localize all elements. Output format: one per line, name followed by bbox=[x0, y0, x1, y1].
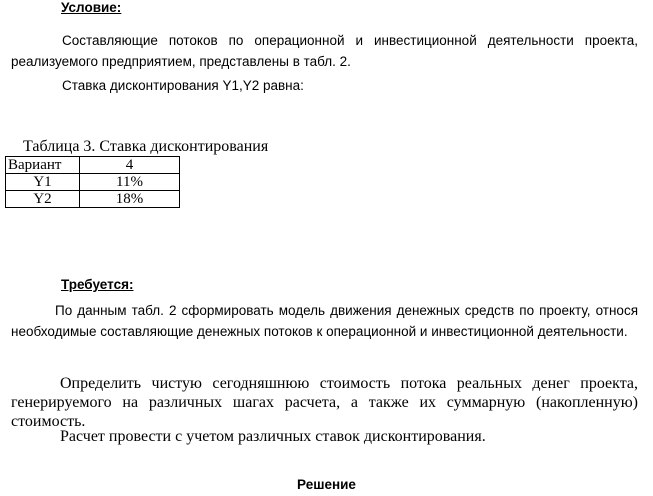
table-row bbox=[6, 191, 180, 208]
table-row bbox=[6, 174, 180, 191]
solution-heading: Решение bbox=[297, 477, 356, 492]
discount-rate-statement: Ставка дисконтирования Y1,Y2 равна: bbox=[62, 78, 304, 93]
required-paragraph-3: Расчет провести с учетом различных ставок дисконтирования. bbox=[60, 428, 486, 445]
table-cell-label: Y2 bbox=[6, 191, 80, 208]
table-cell-value: 11% bbox=[80, 174, 180, 191]
required-heading: Требуется: bbox=[61, 277, 134, 292]
table-header-variant-number: 4 bbox=[80, 157, 180, 174]
required-paragraph-1: По данным табл. 2 сформировать модель движения денежных средств по проекту, относя необходимые составляющие денежных потоков к операционной и инвестиционной деятельности. bbox=[11, 303, 638, 339]
required-paragraph-2: Определить чистую сегодняшнюю стоимость потока реальных денег проекта, генерируемого на различных шагах расчета, а также их суммарную (накопленную) стоимость. bbox=[11, 375, 638, 430]
condition-paragraph: Составляющие потоков по операционной и инвестиционной деятельности проекта, реализуемого предприятием, представлены в табл. 2. bbox=[11, 33, 638, 69]
table-header-row bbox=[6, 157, 180, 174]
table-caption: Таблица 3. Ставка дисконтирования bbox=[23, 138, 269, 155]
discount-rate-table bbox=[5, 156, 180, 208]
table-cell-label: Y1 bbox=[6, 174, 80, 191]
condition-heading: Условие: bbox=[61, 0, 122, 15]
table-header-variant: Вариант bbox=[6, 157, 80, 174]
table-cell-value: 18% bbox=[80, 191, 180, 208]
